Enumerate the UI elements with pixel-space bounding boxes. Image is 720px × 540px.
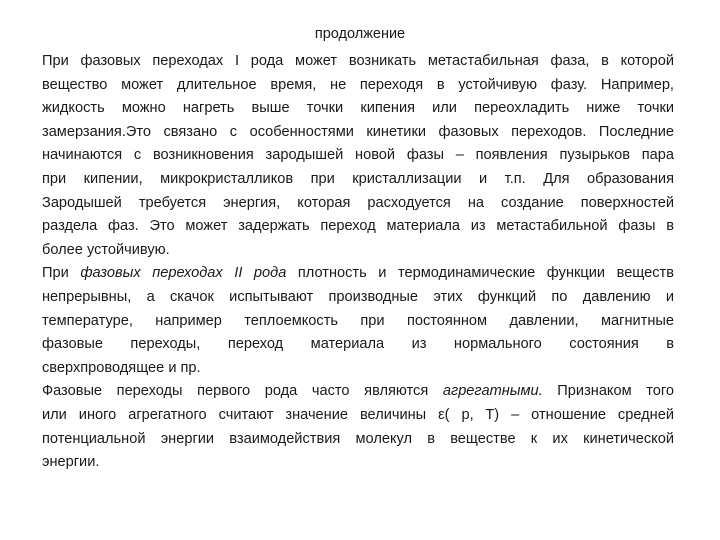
- slide-title: продолжение: [314, 26, 406, 42]
- text-line: замерзания.Это связано с особенностями кинетики фазовых переходов. Последние: [42, 123, 674, 140]
- text-line: температуре, например теплоемкость при постоянном давлении, магнитные: [42, 312, 674, 329]
- text-line: [42, 262, 674, 286]
- text-line: потенциальной энергии взаимодействия молекул в веществе к их кинетической: [42, 430, 674, 447]
- text-line: энергии.: [42, 454, 100, 471]
- text-run: При: [42, 265, 81, 282]
- text-line: начинаются с возникновения зародышей новой фазы – появления пузырьков пара: [42, 147, 674, 164]
- text-line: раздела фаз. Это может задержать переход материала из метастабильной фазы в: [42, 218, 674, 235]
- text-line: при кипении, микрокристалликов при кристаллизации и т.п. Для образования: [42, 170, 674, 187]
- text-line: Зародышей требуется энергия, которая расходуется на создание поверхностей: [42, 194, 674, 211]
- text-run: Признаком того: [542, 383, 675, 400]
- text-body: [42, 50, 674, 475]
- text-line: фазовые переходы, переход материала из нормального состояния в: [42, 336, 674, 353]
- text-line: [42, 380, 674, 404]
- emphasis-text: агрегатными.: [442, 383, 543, 400]
- text-line: непрерывны, а скачок испытывают производные этих функций по давлению и: [42, 288, 674, 305]
- text-line: жидкость можно нагреть выше точки кипения или переохладить ниже точки: [42, 100, 674, 117]
- text-run: плотность и термодинамические функции веществ: [286, 265, 674, 282]
- text-line: или иного агрегатного считают значение величины ε( p, T) – отношение средней: [42, 406, 674, 423]
- emphasis-text: фазовых переходах II рода: [80, 265, 287, 282]
- text-line: сверхпроводящее и пр.: [42, 359, 201, 376]
- text-line: При фазовых переходах I рода может возникать метастабильная фаза, в которой: [42, 53, 674, 69]
- text-line: более устойчивую.: [42, 241, 170, 258]
- text-run: Фазовые переходы первого рода часто являются: [42, 383, 443, 400]
- text-line: вещество может длительное время, не переходя в устойчивую фазу. Например,: [42, 76, 674, 93]
